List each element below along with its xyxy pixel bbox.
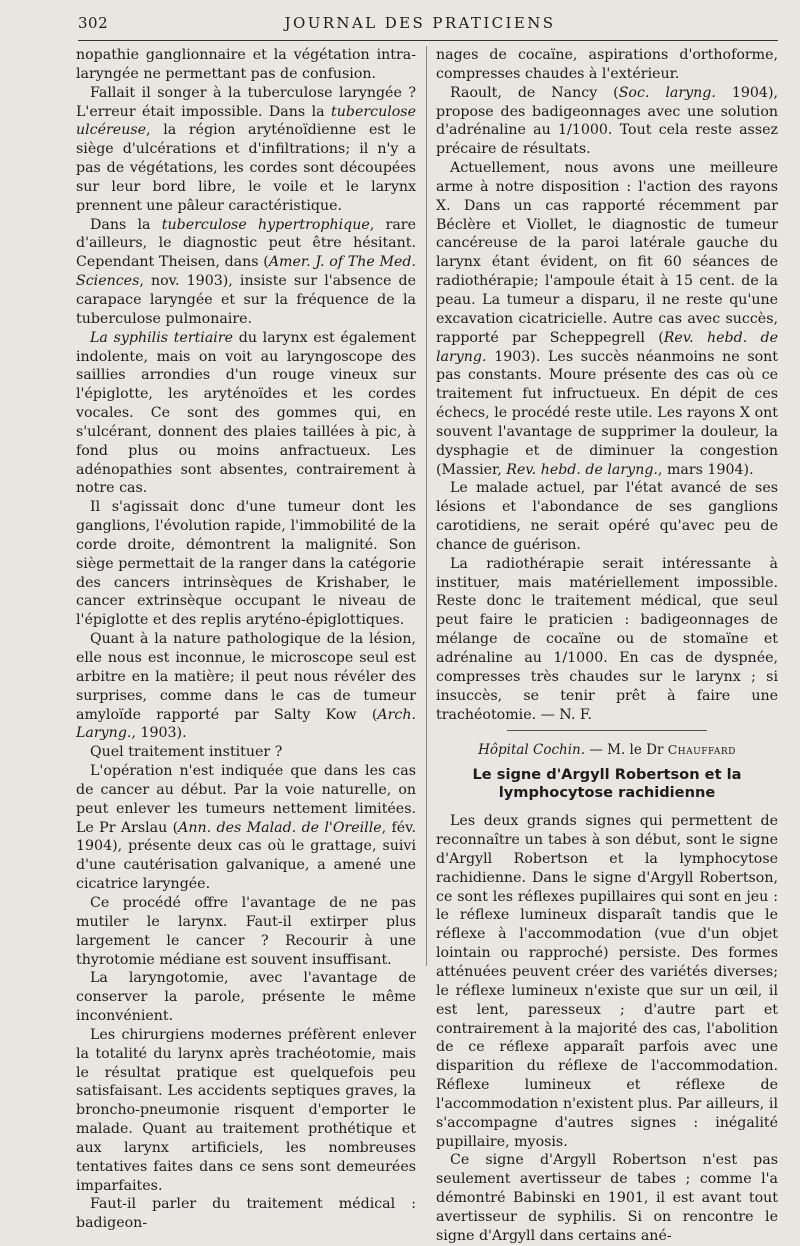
paragraph: Il s'agissait donc d'une tumeur dont les ganglions, l'évolution rapide, l'immobilité de la corde droite, démontrent la malignité. Son siège permettait de la ranger dans la catégorie des cancers intrinsèques de Krishaber, le cancer extrinsèque occupant le niveau de l'épiglotte et des replis aryténo-épiglottiques. xyxy=(76,499,416,629)
paragraph: La laryngotomie, avec l'avantage de conserver la parole, présente le même inconvénient. xyxy=(76,970,416,1025)
paragraph: Actuellement, nous avons une meilleure arme à notre disposition : l'action des rayons X. Dans un cas rapporté récemment par Béclère et Viollet, le diagnostic de tumeur cancéreuse de la paroi latérale gauche du larynx étant évident, on fit 60 séances de radiothérapie; l'ampoule était à 15 cent. de la peau. La tumeur a disparu, il ne reste qu'une excavation cicatricielle. Autre cas avec succès, rapporté par Scheppegrell (Rev. hebd. de laryng. 1903). Les succès néanmoins ne sont pas constants. Moure présente des cas où ce traitement fut infructueux. En dépit de ces échecs, le procédé reste utile. Les rayons X ont souvent l'avantage de supprimer la douleur, la dysphagie et de diminuer la congestion (Massier, Rev. hebd. de laryng., mars 1904). xyxy=(436,160,778,478)
paragraph: Ce procédé offre l'avantage de ne pas mutiler le larynx. Faut-il extirper plus largement le cancer ? Recourir à une thyrotomie médiane est souvent insuffisant. xyxy=(76,894,416,968)
section-title: Le signe d'Argyll Robertson et la lymphocytose rachidienne xyxy=(472,766,742,802)
paragraph: Les chirurgiens modernes préfèrent enlever la totalité du larynx après trachéotomie, mais le résultat pratique est quelquefois peu satisfaisant. Les accidents septiques graves, la broncho-pneumonie risquent d'emporter le malade. Quant au traitement prothétique et aux larynx artificiels, les nombreuses tentatives faites dans ce sens sont demeurées imparfaites. xyxy=(76,1026,416,1194)
paragraph: nopathie ganglionnaire et la végétation intra-laryngée ne permettant pas de confusion. xyxy=(76,47,416,82)
byline: Hôpital Cochin. — M. le Dr Chauffard xyxy=(478,742,736,759)
paragraph: Ce signe d'Argyll Robertson n'est pas seulement avertisseur de tabes ; comme l'a démontré Babinski en 1901, il est avant tout avertisseur de syphilis. Si on rencontre le signe d'Argyll dans certains ané- xyxy=(436,1152,778,1244)
right-column xyxy=(436,46,778,1246)
paragraph: Faut-il parler du traitement médical : badigeon- xyxy=(76,1196,416,1232)
paragraph: Fallait il songer à la tuberculose laryngée ? L'erreur était impossible. Dans la tuberculose ulcéreuse, la région aryténoïdienne est le siège d'ulcérations et d'infiltrations; il n'y a pas de végétations, les cordes sont découpées sur leur bord libre, le voile et le larynx prennent une pâleur caractéristique. xyxy=(76,84,416,214)
paragraph: La syphilis tertiaire du larynx est également indolente, mais on voit au laryngoscope des saillies arrondies d'un rouge vineux sur l'épiglotte, les aryténoïdes et les cordes vocales. Ce sont des gommes qui, en s'ulcérant, donnent des plaies taillées à pic, à fond plus ou moins anfractueux. Les adénopathies sont absentes, contrairement à notre cas. xyxy=(76,329,416,497)
journal-title: JOURNAL DES PRATICIENS xyxy=(284,14,556,32)
paragraph: La radiothérapie serait intéressante à instituer, mais matériellement impossible. Reste donc le traitement médical, que seul peut faire le praticien : badigeonnages de mélange de cocaïne ou de stomaïne et adrénaline au 1/1000. En cas de dyspnée, compresses très chaudes sur le larynx ; si insuccès, se tenir prêt à faire une trachéotomie. — N. F. xyxy=(436,555,778,723)
paragraph: Les deux grands signes qui permettent de reconnaître un tabes à son début, sont le signe d'Argyll Robertson et la lymphocytose rachidienne. Dans le signe d'Argyll Robertson, ce sont les réflexes pupillaires qui sont en jeu : le réflexe lumineux disparaît tandis que le réflexe à l'accommodation (vue d'un objet lointain ou rapproché) persiste. Des formes atténuées peuvent créer des variétés diverses; le réflexe lumineux n'existe que sur un œil, il est lent, paresseux ; d'autre part et contrairement à la majorité des cas, l'abolition de ce réflexe apparaît parfois avec une disparition du réflexe de l'accommodation. Réflexe lumineux et réflexe de l'accommodation n'existent plus. Par ailleurs, il s'accompagne d'autres signes : inégalité pupillaire, myosis. xyxy=(436,813,778,1150)
paragraph: Quant à la nature pathologique de la lésion, elle nous est inconnue, le microscope seul est arbitre en la matière; il peut nous révéler des surprises, comme dans le cas de tumeur amyloïde rapporté par Salty Kow (Arch. Laryng., 1903). xyxy=(76,631,416,742)
header-rule xyxy=(78,40,778,41)
paragraph: nages de cocaïne, aspirations d'orthoforme, compresses chaudes à l'extérieur. xyxy=(436,47,778,82)
column-divider xyxy=(426,46,427,966)
paragraph: Raoult, de Nancy (Soc. laryng. 1904), propose des badigeonnages avec une solution d'adrénaline au 1/1000. Tout cela reste assez précaire de résultats. xyxy=(436,84,778,158)
paragraph: Le malade actuel, par l'état avancé de ses lésions et l'abondance de ses ganglions carotidiens, ne serait opéré qu'avec peu de chance de guérison. xyxy=(436,480,778,553)
section-rule xyxy=(507,730,707,731)
paragraph: Dans la tuberculose hypertrophique, rare d'ailleurs, le diagnostic peut être hésitant. Cependant Theisen, dans (Amer. J. of The Med. Sciences, nov. 1903), insiste sur l'absence de carapace laryngée et sur la fréquence de la tuberculose pulmonaire. xyxy=(76,216,416,327)
paragraph: L'opération n'est indiquée que dans les cas de cancer au début. Par la voie naturelle, on peut enlever les tumeurs nettement limitées. Le Pr Arslau (Ann. des Malad. de l'Oreille, fév. 1904), présente deux cas où le grattage, suivi d'une cautérisation galvanique, a amené une cicatrice laryngée. xyxy=(76,763,416,893)
page-number: 302 xyxy=(78,14,109,32)
running-head xyxy=(0,12,800,34)
paragraph: Quel traitement instituer ? xyxy=(90,744,283,761)
left-column xyxy=(76,46,416,1233)
